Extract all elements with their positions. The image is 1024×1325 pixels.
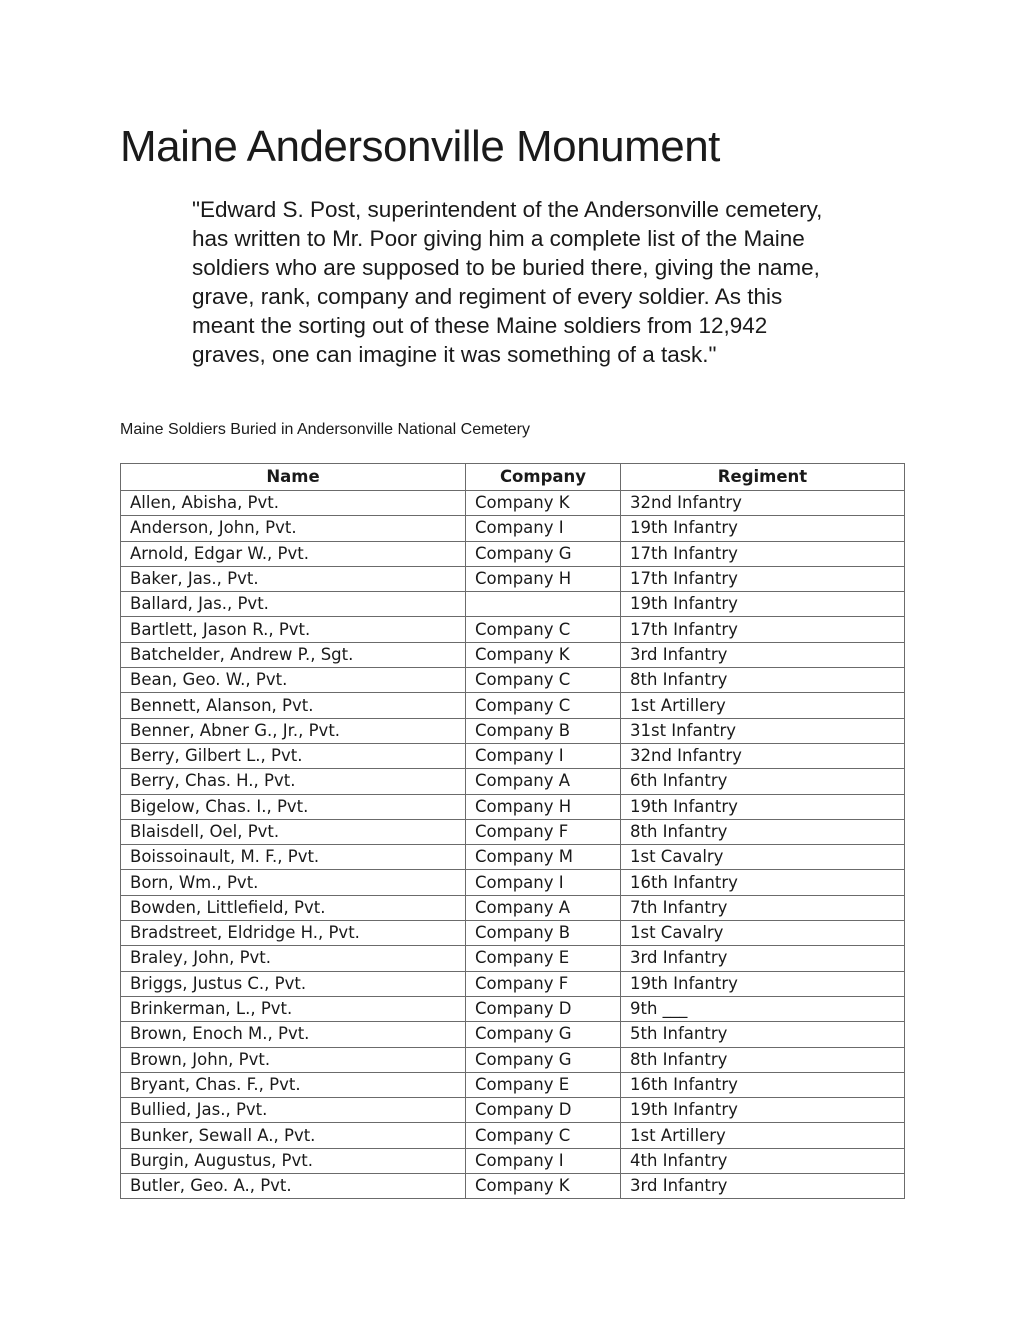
cell-company: Company I — [466, 1148, 621, 1173]
cell-regiment: 1st Cavalry — [621, 921, 905, 946]
cell-company: Company B — [466, 718, 621, 743]
cell-company: Company H — [466, 794, 621, 819]
cell-company: Company A — [466, 895, 621, 920]
cell-name: Briggs, Justus C., Pvt. — [121, 971, 466, 996]
cell-name: Bennett, Alanson, Pvt. — [121, 693, 466, 718]
cell-name: Baker, Jas., Pvt. — [121, 566, 466, 591]
cell-company: Company K — [466, 1174, 621, 1199]
table-row — [121, 971, 905, 996]
table-row — [121, 592, 905, 617]
cell-regiment: 1st Artillery — [621, 693, 905, 718]
cell-regiment: 6th Infantry — [621, 769, 905, 794]
cell-regiment: 17th Infantry — [621, 617, 905, 642]
table-row — [121, 794, 905, 819]
header-company: Company — [466, 464, 621, 491]
cell-company: Company E — [466, 1072, 621, 1097]
table-row — [121, 921, 905, 946]
table-row — [121, 946, 905, 971]
cell-name: Berry, Chas. H., Pvt. — [121, 769, 466, 794]
table-row — [121, 1123, 905, 1148]
table-row — [121, 541, 905, 566]
cell-company: Company M — [466, 845, 621, 870]
cell-regiment: 3rd Infantry — [621, 946, 905, 971]
cell-regiment: 7th Infantry — [621, 895, 905, 920]
cell-regiment: 16th Infantry — [621, 1072, 905, 1097]
cell-company: Company I — [466, 516, 621, 541]
cell-company: Company H — [466, 566, 621, 591]
table-row — [121, 718, 905, 743]
cell-regiment: 16th Infantry — [621, 870, 905, 895]
table-row — [121, 996, 905, 1021]
cell-company: Company D — [466, 1098, 621, 1123]
table-row — [121, 1072, 905, 1097]
cell-name: Bigelow, Chas. I., Pvt. — [121, 794, 466, 819]
cell-name: Braley, John, Pvt. — [121, 946, 466, 971]
table-row — [121, 845, 905, 870]
cell-name: Born, Wm., Pvt. — [121, 870, 466, 895]
cell-company: Company I — [466, 870, 621, 895]
cell-company — [466, 592, 621, 617]
table-body — [121, 491, 905, 1199]
cell-regiment: 19th Infantry — [621, 794, 905, 819]
cell-company: Company G — [466, 1022, 621, 1047]
cell-company: Company I — [466, 743, 621, 768]
cell-regiment: 8th Infantry — [621, 668, 905, 693]
table-row — [121, 516, 905, 541]
cell-company: Company K — [466, 491, 621, 516]
table-row — [121, 1148, 905, 1173]
cell-regiment: 19th Infantry — [621, 516, 905, 541]
cell-company: Company K — [466, 642, 621, 667]
cell-company: Company G — [466, 541, 621, 566]
cell-name: Berry, Gilbert L., Pvt. — [121, 743, 466, 768]
cell-regiment: 32nd Infantry — [621, 743, 905, 768]
cell-regiment: 1st Artillery — [621, 1123, 905, 1148]
cell-name: Batchelder, Andrew P., Sgt. — [121, 642, 466, 667]
table-header-row — [121, 464, 905, 491]
table-caption: Maine Soldiers Buried in Andersonville National Cemetery — [120, 421, 530, 438]
cell-company: Company F — [466, 819, 621, 844]
cell-name: Burgin, Augustus, Pvt. — [121, 1148, 466, 1173]
cell-company: Company A — [466, 769, 621, 794]
cell-regiment: 4th Infantry — [621, 1148, 905, 1173]
cell-regiment: 19th Infantry — [621, 971, 905, 996]
cell-name: Arnold, Edgar W., Pvt. — [121, 541, 466, 566]
cell-company: Company D — [466, 996, 621, 1021]
header-regiment: Regiment — [621, 464, 905, 491]
cell-company: Company F — [466, 971, 621, 996]
cell-company: Company C — [466, 617, 621, 642]
quote-paragraph: "Edward S. Post, superintendent of the Andersonville cemetery, has written to Mr. Poor giving him a complete list of the Maine soldiers who are supposed to be buried there, giving the name, grave, rank, company and regiment of every soldier. As this meant the sorting out of these Maine soldiers from 12,942 graves, one can imagine it was something of a task." — [192, 197, 823, 367]
cell-regiment: 1st Cavalry — [621, 845, 905, 870]
cell-name: Brown, John, Pvt. — [121, 1047, 466, 1072]
cell-name: Allen, Abisha, Pvt. — [121, 491, 466, 516]
cell-regiment: 17th Infantry — [621, 541, 905, 566]
cell-name: Boissoinault, M. F., Pvt. — [121, 845, 466, 870]
cell-regiment: 8th Infantry — [621, 1047, 905, 1072]
cell-regiment: 3rd Infantry — [621, 642, 905, 667]
cell-name: Bowden, Littlefield, Pvt. — [121, 895, 466, 920]
cell-name: Butler, Geo. A., Pvt. — [121, 1174, 466, 1199]
cell-name: Bradstreet, Eldridge H., Pvt. — [121, 921, 466, 946]
table-row — [121, 1047, 905, 1072]
header-name: Name — [121, 464, 466, 491]
table-row — [121, 895, 905, 920]
cell-name: Bullied, Jas., Pvt. — [121, 1098, 466, 1123]
table-row — [121, 693, 905, 718]
table-row — [121, 642, 905, 667]
cell-regiment: 19th Infantry — [621, 592, 905, 617]
cell-name: Brinkerman, L., Pvt. — [121, 996, 466, 1021]
cell-name: Blaisdell, Oel, Pvt. — [121, 819, 466, 844]
cell-company: Company C — [466, 668, 621, 693]
page-title: Maine Andersonville Monument — [120, 122, 720, 171]
cell-regiment: 17th Infantry — [621, 566, 905, 591]
table-row — [121, 668, 905, 693]
table-row — [121, 491, 905, 516]
table-row — [121, 819, 905, 844]
cell-company: Company C — [466, 1123, 621, 1148]
table-row — [121, 870, 905, 895]
cell-name: Bunker, Sewall A., Pvt. — [121, 1123, 466, 1148]
cell-regiment: 9th ___ — [621, 996, 905, 1021]
cell-regiment: 8th Infantry — [621, 819, 905, 844]
cell-company: Company C — [466, 693, 621, 718]
cell-name: Benner, Abner G., Jr., Pvt. — [121, 718, 466, 743]
table-row — [121, 769, 905, 794]
soldiers-table — [120, 463, 905, 1199]
table-row — [121, 1174, 905, 1199]
table-row — [121, 1098, 905, 1123]
cell-name: Anderson, John, Pvt. — [121, 516, 466, 541]
table-row — [121, 566, 905, 591]
cell-company: Company B — [466, 921, 621, 946]
cell-name: Ballard, Jas., Pvt. — [121, 592, 466, 617]
cell-regiment: 31st Infantry — [621, 718, 905, 743]
cell-name: Bean, Geo. W., Pvt. — [121, 668, 466, 693]
table-row — [121, 617, 905, 642]
cell-company: Company G — [466, 1047, 621, 1072]
cell-regiment: 3rd Infantry — [621, 1174, 905, 1199]
table-row — [121, 743, 905, 768]
cell-name: Bryant, Chas. F., Pvt. — [121, 1072, 466, 1097]
cell-regiment: 19th Infantry — [621, 1098, 905, 1123]
cell-regiment: 5th Infantry — [621, 1022, 905, 1047]
cell-name: Brown, Enoch M., Pvt. — [121, 1022, 466, 1047]
table-row — [121, 1022, 905, 1047]
cell-name: Bartlett, Jason R., Pvt. — [121, 617, 466, 642]
cell-regiment: 32nd Infantry — [621, 491, 905, 516]
cell-company: Company E — [466, 946, 621, 971]
